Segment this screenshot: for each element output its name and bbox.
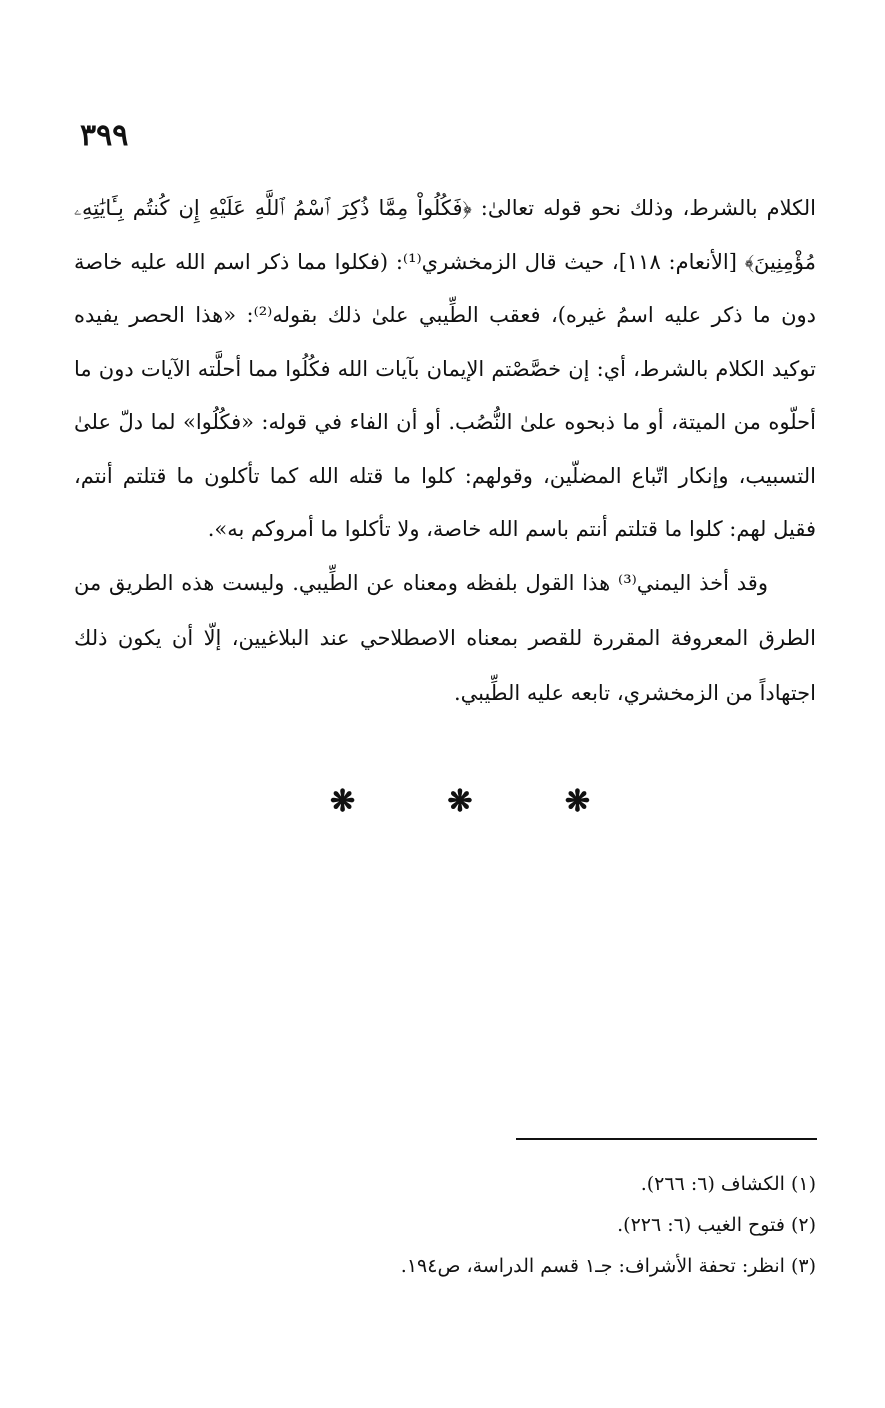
footnote-2: (٢) فتوح الغيب (٦: ٢٢٦). (617, 1214, 816, 1236)
paragraph-text: وقد أخذ اليمني⁽³⁾ هذا القول بلفظه ومعناه عن الطِّيبي. وليست هذه الطريق من الطرق المعروفة المقررة للقصر بمعناه الاصطلاحي عند البلاغيين، إلّا أن يكون ذلك اجتهاداً من الزمخشري، تابعه عليه الطِّيبي. (74, 571, 816, 705)
paragraph-text: الكلام بالشرط، وذلك نحو قوله تعالىٰ: ﴿فَكُلُواْ مِمَّا ذُكِرَ ٱسْمُ ٱللَّهِ عَلَيْهِ إِن كُنتُم بِـَٔايَٰتِهِۦ مُؤْمِنِينَ﴾ [الأنعام: ١١٨]، حيث قال الزمخشري⁽¹⁾: (فكلوا مما ذكر اسم الله عليه خاصة دون ما ذكر عليه اسمُ غيره)، فعقب الطِّيبي علىٰ ذلك بقوله⁽²⁾: «هذا الحصر يفيده توكيد الكلام بالشرط، أي: إن خصَّصْتم الإيمان بآيات الله فكُلُوا مما أحلَّته الآيات دون ما أحلّوه من الميتة، أو ما ذبحوه علىٰ النُّصُب. أو أن الفاء في قوله: «فكُلُوا» لما دلّ علىٰ التسبيب، وإنكار اتّباع المضلّين، وقولهم: كلوا ما قتله الله كما تأكلون ما قتلتم أنتم، فقيل لهم: كلوا ما قتلتم أنتم باسم الله خاصة، ولا تأكلوا ما أمروكم به». (74, 196, 817, 541)
asterisk-icon: ❋ (330, 784, 356, 819)
footnote-1: (١) الكشاف (٦: ٢٦٦). (640, 1173, 816, 1195)
footnotes (74, 1164, 816, 1287)
page-number: ٣٩٩ (80, 118, 129, 153)
asterisk-icon: ❋ (564, 784, 590, 819)
asterisk-icon: ❋ (447, 784, 473, 819)
section-separator (330, 784, 590, 819)
footnote-divider (516, 1138, 817, 1140)
body-paragraph-1 (74, 182, 816, 557)
footnote-3: (٣) انظر: تحفة الأشراف: جـ١ قسم الدراسة، ص١٩٤. (400, 1255, 816, 1277)
body-paragraph-2 (74, 556, 816, 721)
